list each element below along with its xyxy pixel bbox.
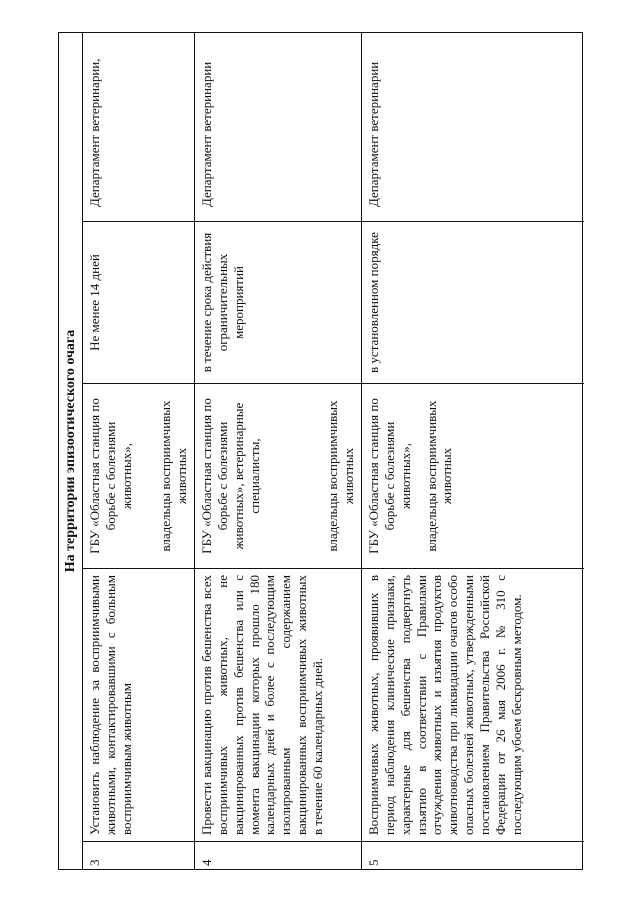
executor-owners: владельцы восприимчивых животных xyxy=(423,400,455,552)
term-cell: Не менее 14 дней xyxy=(83,222,194,384)
responsible-cell xyxy=(195,33,361,222)
section-title: На территории эпизоотического очага xyxy=(62,329,78,573)
executor-cell xyxy=(195,384,361,569)
executor-organization: ГБУ «Областная станция по борьбе с болезнями животных», ветеринарные специалисты, xyxy=(199,398,262,554)
measures-table xyxy=(58,32,583,870)
responsible-text: Департамент ветеринарии xyxy=(366,61,381,207)
table-row xyxy=(82,33,194,869)
row-number: 5 xyxy=(366,859,381,866)
responsible-text: Департамент ветеринарии, xyxy=(87,58,102,207)
executor-owners: владельцы восприимчивых животных xyxy=(325,400,357,552)
action-cell: Провести вакцинацию против бешенства всех восприимчивых животных, не вакцинированных против бешенства или с момента вакцинации которых прошло 180 календарных дней и более с последующим изолированным содержанием вакцинированных восприимчивых животных в течение 60 календарных дней. xyxy=(195,569,361,842)
page-rotation-frame xyxy=(58,32,583,870)
row-number: 3 xyxy=(87,859,102,866)
table-row xyxy=(194,33,361,869)
term-cell: в установленном порядке xyxy=(362,222,584,384)
responsible-cell xyxy=(83,33,194,222)
executor-organization: ГБУ «Областная станция по борьбе с болезнями животных», xyxy=(366,398,413,554)
section-title-row xyxy=(59,33,82,869)
table-row xyxy=(361,33,584,869)
row-number: 4 xyxy=(199,859,214,866)
term-cell: в течение срока действия ограничительных мероприятий xyxy=(195,222,361,384)
executor-owners: владельцы восприимчивых животных xyxy=(158,400,190,552)
executor-organization: ГБУ «Областная станция по борьбе с болезнями животных», xyxy=(87,398,134,554)
responsible-text: Департамент ветеринарии xyxy=(199,61,214,207)
action-cell: Установить наблюдение за восприимчивыми животными, контактировавшими с больным восприимчивым животным xyxy=(83,569,194,842)
action-cell: Восприимчивых животных, проявивших в период наблюдения клинические признаки, характерные для бешенства подвергнуть изъятию в соответствии с Правилами отчуждения животных и изъятия продуктов животноводства при ликвидации очагов особо опасных болезней животных, утвержденными постановлением Правительства Российской Федерации от 26 мая 2006 г. № 310 с последующим убоем бескровным методом. xyxy=(362,569,584,842)
executor-cell xyxy=(362,384,584,569)
executor-cell xyxy=(83,384,194,569)
responsible-cell xyxy=(362,33,584,222)
